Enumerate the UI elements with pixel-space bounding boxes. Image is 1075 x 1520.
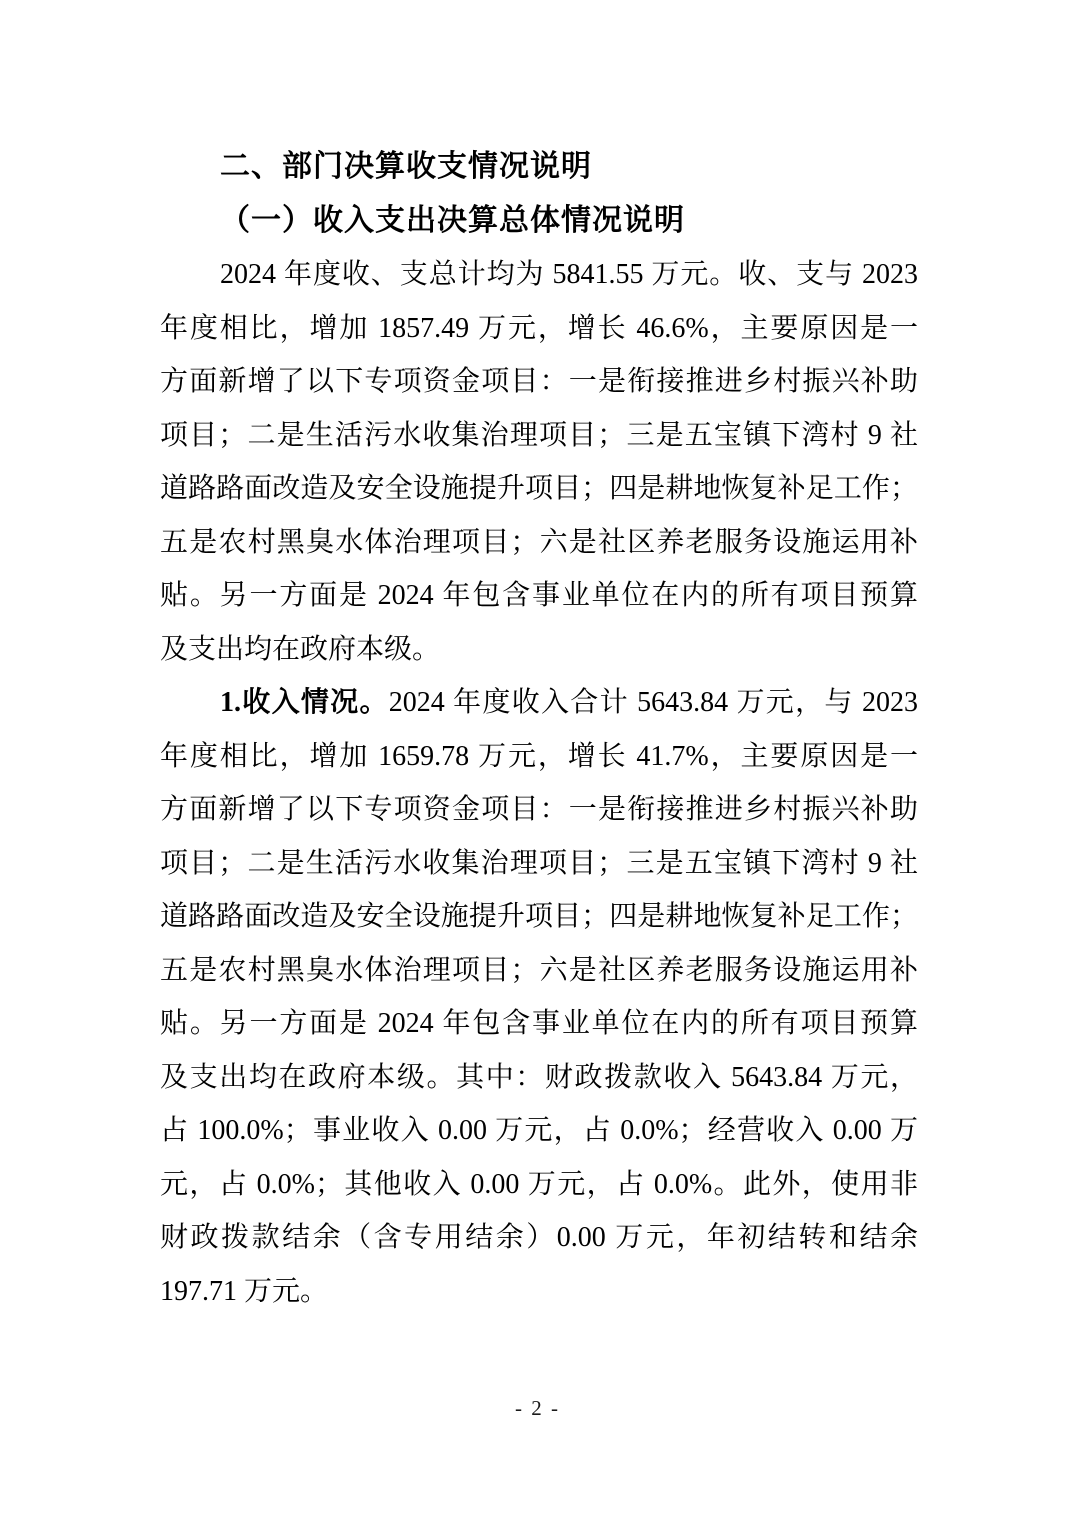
income-section-lead: 1.收入情况。 <box>220 687 389 718</box>
text-line: 2024 年度收、支总计均为 5841.55 万元。收、支与 2023 <box>220 259 918 290</box>
text-line: 道路路面改造及安全设施提升项目；四是耕地恢复补足工作； <box>160 473 918 504</box>
page-number: - 2 - <box>515 1396 560 1420</box>
text-line: 方面新增了以下专项资金项目：一是衔接推进乡村振兴补助 <box>160 366 918 397</box>
text-line: 及支出均在政府本级。其中：财政拨款收入 5643.84 万元， <box>160 1061 918 1093</box>
text-line: 财政拨款结余（含专用结余）0.00 万元，年初结转和结余 <box>160 1222 918 1253</box>
text-line: 五是农村黑臭水体治理项目；六是社区养老服务设施运用补 <box>160 526 918 558</box>
income-line1-rest: 2024 年度收入合计 5643.84 万元，与 2023 <box>388 687 918 718</box>
section-heading: 二、部门决算收支情况说明 <box>220 150 592 183</box>
text-line <box>160 676 918 730</box>
text-line: 方面新增了以下专项资金项目：一是衔接推进乡村振兴补助 <box>160 794 918 825</box>
text-line: 道路路面改造及安全设施提升项目；四是耕地恢复补足工作； <box>160 901 918 932</box>
text-line: 197.71 万元。 <box>160 1275 329 1307</box>
text-line: 元，占 0.0%；其他收入 0.00 万元，占 0.0%。此外，使用非 <box>160 1168 918 1200</box>
text-line: 贴。另一方面是 2024 年包含事业单位在内的所有项目预算 <box>160 580 918 611</box>
subsection-heading: （一）收入支出决算总体情况说明 <box>220 204 685 237</box>
paragraph-overall-summary <box>160 248 918 676</box>
text-line: 项目；二是生活污水收集治理项目；三是五宝镇下湾村 9 社 <box>160 419 918 451</box>
text-line: 项目；二是生活污水收集治理项目；三是五宝镇下湾村 9 社 <box>160 847 918 879</box>
text-line: 及支出均在政府本级。 <box>160 633 441 665</box>
paragraph-income-details <box>160 676 918 1318</box>
text-line: 年度相比，增加 1857.49 万元，增长 46.6%，主要原因是一 <box>160 312 918 344</box>
text-line: 五是农村黑臭水体治理项目；六是社区养老服务设施运用补 <box>160 954 918 986</box>
document-content <box>160 140 918 1318</box>
text-line: 贴。另一方面是 2024 年包含事业单位在内的所有项目预算 <box>160 1008 918 1039</box>
text-line: 占 100.0%；事业收入 0.00 万元，占 0.0%；经营收入 0.00 万 <box>160 1115 918 1146</box>
text-line: 年度相比，增加 1659.78 万元，增长 41.7%，主要原因是一 <box>160 740 918 772</box>
